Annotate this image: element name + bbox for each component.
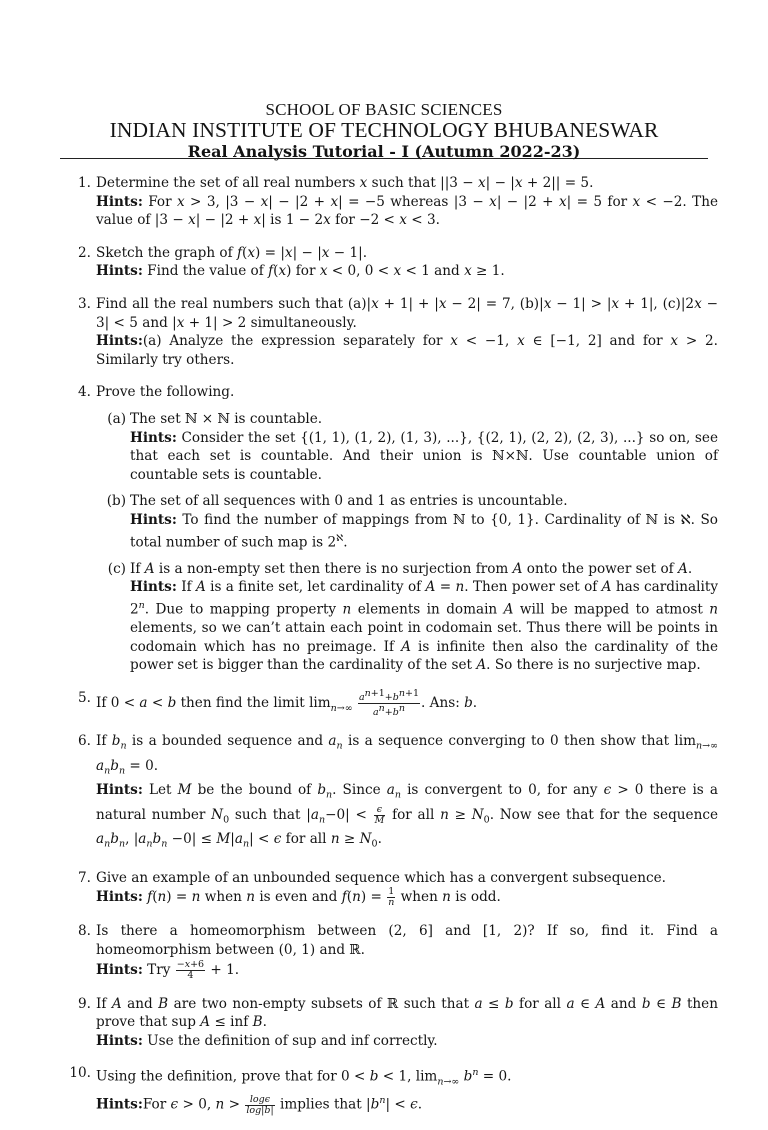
question-item-5 xyxy=(60,689,718,718)
question-number: 7. xyxy=(78,869,91,886)
subpart-hints: Hints: Consider the set {(1, 1), (1, 2), (1, 3), ...}, {(2, 1), (2, 2), (2, 3), ...} so on, see that each set is countable. And their union is ℕ×ℕ. Use countable union of countable sets is countable. xyxy=(130,429,718,483)
question-number: 1. xyxy=(78,175,91,191)
question-hints: Hints: Find the value of f(x) for x < 0, 0 < x < 1 and x ≥ 1. xyxy=(96,263,505,280)
question-text: Find all the real numbers such that (a)|x + 1| + |x − 2| = 7, (b)|x − 1| > |x + 1|, (c)|2x − 3| < 5 and |x + 1| > 2 simultaneously. xyxy=(96,295,719,331)
homeomorphism-fraction: $\frac{-x+6}{4}$ xyxy=(176,958,205,981)
question-hints: Hints: f(n) = n when n is even and f(n) = $\frac{1}{n}$ when n is odd. xyxy=(96,886,501,909)
question-number: 3. xyxy=(78,295,91,312)
question-item-3 xyxy=(60,295,718,369)
question-text: Determine the set of all real numbers x such that ||3 − x| − |x + 2|| = 5. xyxy=(96,175,594,191)
question-number: 6. xyxy=(78,733,91,750)
question-text: If 0 < a < b then find the limit $\lim_{n\to\infty}$ $\frac{a^{n+1}+b^{n+1}}{a^n+b^n}$ . Ans: b. xyxy=(96,687,478,719)
question-number: 4. xyxy=(78,384,91,401)
question-item-2 xyxy=(60,244,718,281)
question-hints: Hints:(a) Analyze the expression separately for x < −1, x ∈ [−1, 2] and for x > 2. Similarly try others. xyxy=(96,333,719,368)
question-item-6 xyxy=(60,732,718,855)
hints-label: Hints: xyxy=(96,889,143,906)
document-header xyxy=(0,101,768,162)
tutorial-title: Real Analysis Tutorial - I (Autumn 2022-23) xyxy=(187,142,581,161)
question-number: 10. xyxy=(69,1065,91,1082)
hints-label: Hints: xyxy=(130,429,177,446)
question-number: 9. xyxy=(78,995,91,1012)
question-item-7 xyxy=(60,869,718,909)
question-item-1 xyxy=(60,174,718,230)
subpart-statement: The set of all sequences with 0 and 1 as entries is uncountable. xyxy=(130,493,568,510)
question-text: Give an example of an unbounded sequence which has a convergent subsequence. xyxy=(96,869,666,886)
question-item-8 xyxy=(60,922,718,980)
question-item-9 xyxy=(60,995,718,1051)
institute-name: INDIAN INSTITUTE OF TECHNOLOGY BHUBANESWAR xyxy=(109,118,659,142)
subpart-c xyxy=(96,560,718,675)
hints-label: Hints: xyxy=(96,961,143,978)
question-hints: Hints: Try $\frac{-x+6}{4}$ + 1. xyxy=(96,958,240,981)
question-number: 2. xyxy=(78,244,91,261)
hints-label: Hints: xyxy=(96,263,143,280)
question-text: Sketch the graph of f(x) = |x| − |x − 1|. xyxy=(96,244,368,261)
log-fraction: $\frac{\log\epsilon}{\log|b|}$ xyxy=(246,1093,274,1116)
question-item-4 xyxy=(60,383,718,674)
header-rule xyxy=(60,158,708,159)
question-hints: Hints: For x > 3, |3 − x| − |2 + x| = −5 whereas |3 − x| − |2 + x| = 5 for x < −2. The value of |3 − x| − |2 + x| is 1 − 2x for −2 < x < 3. xyxy=(96,193,719,229)
hints-label: Hints: xyxy=(96,1096,143,1113)
subpart-b xyxy=(96,492,718,551)
subpart-hints: Hints: To find the number of mappings from ℕ to {0, 1}. Cardinality of ℕ is ℵ. So total number of such map is $2^ℵ$. xyxy=(130,511,718,551)
question-number: 5. xyxy=(78,689,91,706)
hints-label: Hints: xyxy=(96,1032,143,1049)
subpart-label: (c) xyxy=(107,560,126,577)
subpart-label: (a) xyxy=(107,410,126,427)
question-hints: Hints:For ϵ > 0, n > $\frac{\log\epsilon}{\log|b|}$ implies that $|b^n| < \epsilon$. xyxy=(96,1093,423,1116)
subpart-statement: The set ℕ × ℕ is countable. xyxy=(130,410,323,427)
question-list xyxy=(60,174,718,1130)
hints-label: Hints: xyxy=(96,781,143,798)
question-text: Using the definition, prove that for 0 < b < 1, $\lim_{n\to\infty} b^n = 0$. xyxy=(96,1067,512,1088)
question-text: Is there a homeomorphism between (2, 6] and [1, 2)? If so, find it. Find a homeomorphism between (0, 1) and ℝ. xyxy=(96,923,718,958)
hints-label: Hints: xyxy=(130,579,177,596)
question-hints xyxy=(96,1032,718,1051)
school-name: SCHOOL OF BASIC SCIENCES xyxy=(265,100,503,119)
question-text: If A and B are two non-empty subsets of ℝ such that a ≤ b for all a ∈ A and b ∈ B then prove that sup A ≤ inf B. xyxy=(96,995,718,1031)
hints-label: Hints: xyxy=(96,333,143,350)
subpart-a xyxy=(96,410,718,484)
subpart-label: (b) xyxy=(106,493,126,510)
one-over-n-fraction: $\frac{1}{n}$ xyxy=(388,886,395,909)
question-text: If $b_n$ is a bounded sequence and $a_n$ is a sequence converging to 0 then show that $\lim_{n\to\infty} a_nb_n = 0$. xyxy=(96,733,718,777)
hints-label: Hints: xyxy=(96,193,143,210)
limit-fraction: $\frac{a^{n+1}+b^{n+1}}{a^n+b^n}$ xyxy=(358,687,419,719)
question-item-10 xyxy=(60,1064,718,1115)
hint-body: Use the definition of sup and inf correctly. xyxy=(147,1032,438,1049)
question-number: 8. xyxy=(78,923,91,940)
question-text: Prove the following. xyxy=(96,384,235,401)
subpart-hints: Hints: If A is a finite set, let cardinality of A = n. Then power set of A has cardinality 2$^n$. Due to mapping property n elements in domain A will be mapped to atmost n elements, so we can’t attain each point in codomain set. Thus there will be points in codomain which has no preimage. If A is infinite then also the cardinality of the power set is bigger than the cardinality of the set A. So there is no surjective map. xyxy=(130,579,719,674)
subpart-statement: If A is a non-empty set then there is no surjection from A onto the power set of A. xyxy=(130,560,693,577)
epsilon-fraction: $\frac{\epsilon}{M}$ xyxy=(374,804,385,827)
hints-label: Hints: xyxy=(130,511,177,528)
question-hints: Hints: Let M be the bound of $b_n$. Since $a_n$ is convergent to 0, for any ϵ > 0 there is a natural number $N_0$ such that $|a_n-0|$ < $\frac{\epsilon}{M}$ for all $n \ge N_0$. Now see that for the sequence $a_nb_n$, $|a_nb_n -0| \le M|a_n| < \epsilon$ for all $n \ge N_0$. xyxy=(96,781,718,851)
